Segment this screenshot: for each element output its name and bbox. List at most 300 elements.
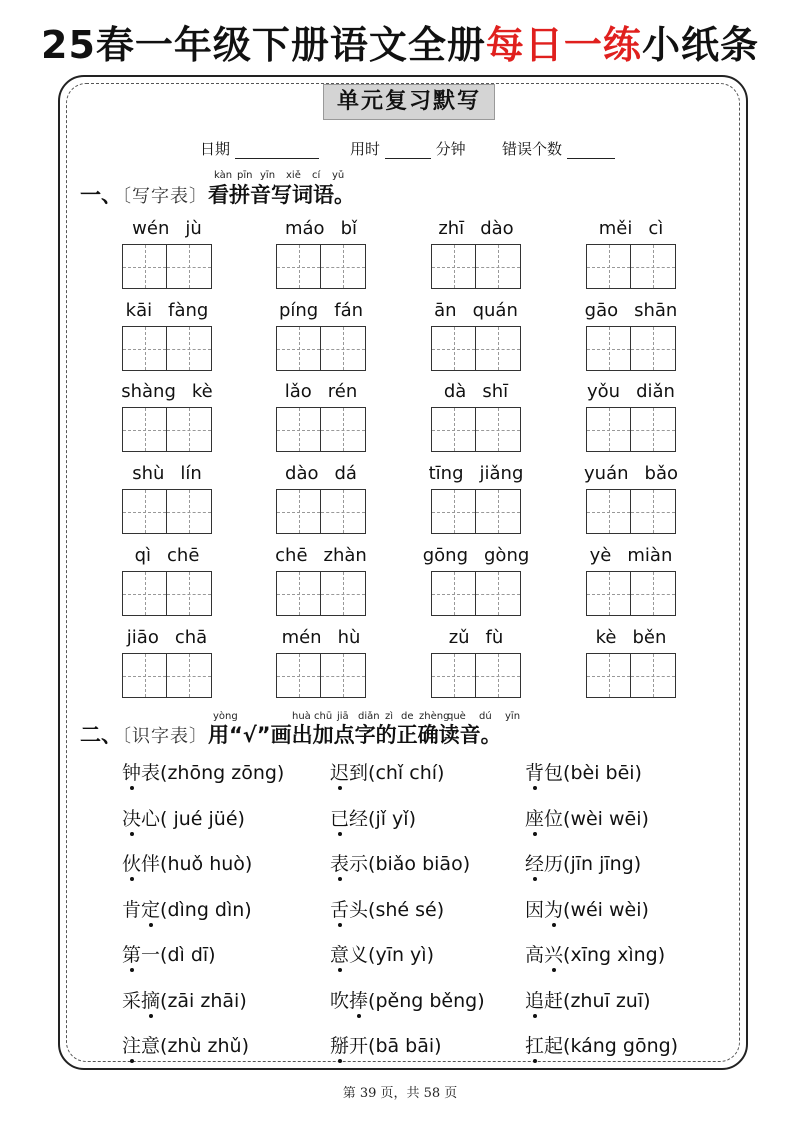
emphasis-dot (552, 923, 556, 927)
character: 因 (525, 898, 545, 921)
writing-box[interactable] (631, 244, 676, 289)
dotted-character: 座 (525, 808, 544, 830)
page-footer: 第 39 页，共 58 页 (342, 1086, 458, 1101)
word (330, 899, 368, 921)
word (122, 1035, 160, 1057)
writing-box[interactable] (476, 326, 521, 371)
word (122, 899, 160, 921)
section2-check-mark: “√” (229, 723, 271, 747)
pinyin-guide-syllable: diǎn (358, 711, 380, 722)
writing-box-pair (431, 407, 521, 452)
emphasis-dot (533, 1014, 537, 1018)
pinyin-syllable: dà (443, 381, 467, 402)
writing-box[interactable] (586, 571, 631, 616)
dotted-character: 决 (122, 808, 141, 830)
section2-number: 二、 (80, 723, 122, 747)
pinyin-syllable: kè (191, 381, 213, 402)
pinyin-syllable: dào (285, 463, 319, 484)
writing-box-pair (276, 326, 366, 371)
pronunciation-options[interactable]: (bèi bēi) (563, 762, 642, 784)
writing-box-pair (276, 653, 366, 698)
word (122, 944, 160, 966)
word (330, 808, 368, 830)
pronunciation-item (525, 940, 665, 967)
pinyin-guide-syllable: xiě (286, 170, 301, 181)
pronunciation-options[interactable]: (huǒ huò) (160, 853, 253, 875)
writing-box-pair (122, 244, 212, 289)
pinyin-syllable: zhàn (323, 545, 367, 566)
pinyin-syllable: dào (480, 218, 514, 239)
pronunciation-options[interactable]: (káng gōng) (563, 1035, 679, 1057)
pronunciation-item (330, 940, 434, 967)
pinyin-prompt (396, 627, 556, 648)
pronunciation-item (330, 849, 470, 876)
character: 义 (349, 944, 369, 966)
emphasis-dot (130, 877, 134, 881)
pinyin-syllable: píng (278, 300, 319, 321)
pinyin-prompt (551, 545, 711, 566)
word (525, 944, 563, 966)
writing-box-pair (586, 326, 676, 371)
character: 采 (122, 989, 142, 1012)
dotted-character: 追 (525, 990, 544, 1012)
emphasis-dot (338, 786, 342, 790)
writing-box-pair (122, 653, 212, 698)
writing-box[interactable] (631, 326, 676, 371)
writing-box[interactable] (276, 489, 321, 534)
pronunciation-options[interactable]: (wèi wēi) (563, 807, 649, 830)
pinyin-prompt (551, 627, 711, 648)
word (122, 990, 160, 1012)
pinyin-guide-syllable: chū (314, 711, 333, 722)
character: 起 (544, 1035, 564, 1057)
emphasis-dot (533, 877, 537, 881)
pronunciation-options[interactable]: (shé sé) (368, 898, 445, 921)
pronunciation-options[interactable]: (zhuī zuī) (563, 989, 651, 1012)
pinyin-prompt (241, 218, 401, 239)
pronunciation-item (525, 895, 649, 922)
writing-box[interactable] (476, 653, 521, 698)
character: 包 (544, 762, 564, 784)
writing-box-pair (586, 244, 676, 289)
pinyin-syllable: wén (132, 218, 170, 239)
word (330, 1035, 368, 1057)
pronunciation-options[interactable]: (dì dī) (160, 944, 216, 966)
emphasis-dot (130, 1059, 134, 1063)
pinyin-syllable: měi (598, 218, 633, 239)
writing-box[interactable] (476, 489, 521, 534)
pronunciation-item (330, 986, 485, 1013)
pinyin-prompt (87, 545, 247, 566)
pinyin-syllable: shī (482, 381, 509, 402)
pinyin-syllable: shān (634, 300, 678, 321)
writing-box[interactable] (321, 407, 366, 452)
pronunciation-options[interactable]: (jīn jīng) (563, 853, 642, 875)
writing-box-pair (276, 244, 366, 289)
writing-box-pair (276, 489, 366, 534)
character: 一 (141, 944, 161, 966)
emphasis-dot (130, 786, 134, 790)
dotted-character: 兴 (544, 944, 563, 966)
section2-tag: 〔识字表〕 (122, 726, 208, 747)
character: 头 (349, 898, 369, 921)
date-label: 日期 (200, 140, 231, 158)
pinyin-syllable: zhī (438, 218, 465, 239)
writing-box[interactable] (167, 489, 212, 534)
writing-box[interactable] (321, 653, 366, 698)
character: 心 (141, 807, 161, 830)
word (122, 808, 160, 830)
pinyin-prompt (87, 463, 247, 484)
dotted-character: 伙 (122, 853, 141, 875)
pronunciation-item (122, 804, 245, 831)
pinyin-prompt (241, 300, 401, 321)
writing-box[interactable] (276, 653, 321, 698)
pinyin-syllable: jiǎng (479, 463, 524, 484)
writing-box-pair (431, 653, 521, 698)
writing-box[interactable] (476, 407, 521, 452)
writing-box-pair (122, 326, 212, 371)
word (525, 1035, 563, 1057)
emphasis-dot (149, 923, 153, 927)
pronunciation-options[interactable]: (zhù zhǔ) (160, 1035, 250, 1057)
pinyin-syllable: běn (632, 627, 667, 648)
writing-box-pair (586, 571, 676, 616)
emphasis-dot (130, 968, 134, 972)
writing-box[interactable] (321, 571, 366, 616)
pronunciation-item (330, 895, 444, 922)
pinyin-syllable: kè (595, 627, 617, 648)
pinyin-syllable: zǔ (448, 627, 470, 648)
pinyin-guide-syllable: cí (312, 170, 321, 181)
word (525, 990, 563, 1012)
pronunciation-item (330, 1031, 442, 1058)
dotted-character: 舌 (330, 899, 349, 921)
pinyin-syllable: mén (281, 627, 322, 648)
dotted-character: 注 (122, 1035, 141, 1057)
writing-box[interactable] (167, 244, 212, 289)
pronunciation-item (122, 758, 284, 785)
writing-box[interactable] (631, 571, 676, 616)
writing-box[interactable] (122, 653, 167, 698)
time-blank[interactable] (385, 144, 431, 159)
pinyin-prompt (87, 218, 247, 239)
word (525, 808, 563, 830)
writing-box[interactable] (631, 489, 676, 534)
character: 经 (349, 807, 369, 830)
pinyin-syllable: quán (472, 300, 518, 321)
emphasis-dot (533, 832, 537, 836)
pinyin-syllable: yǒu (587, 381, 621, 402)
pronunciation-options[interactable]: (zhōng zōng) (160, 762, 285, 784)
writing-box[interactable] (431, 244, 476, 289)
writing-box[interactable] (321, 326, 366, 371)
word (330, 853, 368, 875)
writing-box[interactable] (586, 489, 631, 534)
pinyin-prompt (396, 218, 556, 239)
writing-box[interactable] (586, 407, 631, 452)
character: 肯 (122, 898, 142, 921)
emphasis-dot (338, 832, 342, 836)
writing-box[interactable] (586, 326, 631, 371)
pronunciation-item (122, 986, 247, 1013)
pinyin-guide-syllable: zì (385, 711, 394, 722)
errors-label: 错误个数 (502, 140, 563, 158)
pronunciation-options[interactable]: (bā bāi) (368, 1035, 442, 1057)
writing-box[interactable] (276, 571, 321, 616)
pinyin-prompt (87, 627, 247, 648)
emphasis-dot (338, 968, 342, 972)
emphasis-dot (338, 923, 342, 927)
pinyin-guide-syllable: dú (479, 711, 492, 722)
writing-box[interactable] (122, 571, 167, 616)
writing-box[interactable] (167, 571, 212, 616)
writing-box-pair (431, 489, 521, 534)
errors-field (502, 138, 615, 159)
pronunciation-item (525, 1031, 678, 1058)
pinyin-guide-syllable: yīn (505, 711, 521, 722)
emphasis-dot (552, 968, 556, 972)
pinyin-syllable: kāi (125, 300, 153, 321)
pinyin-syllable: shàng (121, 381, 176, 402)
pinyin-syllable: tīng (428, 463, 464, 484)
section2-pinyin-yong: yòng (213, 711, 238, 722)
character: 示 (349, 853, 369, 875)
character: 历 (544, 853, 564, 875)
word (525, 899, 563, 921)
emphasis-dot (338, 877, 342, 881)
pronunciation-options[interactable]: (biǎo biāo) (368, 853, 471, 875)
pinyin-guide-syllable: de (401, 711, 414, 722)
emphasis-dot (130, 832, 134, 836)
word (525, 762, 563, 784)
writing-box-pair (122, 489, 212, 534)
writing-box[interactable] (586, 244, 631, 289)
pinyin-guide-syllable: yǔ (332, 170, 345, 181)
emphasis-dot (338, 1059, 342, 1063)
time-label: 用时 (350, 140, 381, 158)
pinyin-syllable: gāo (584, 300, 619, 321)
pinyin-prompt (551, 381, 711, 402)
section2-instruction-pre: 用 (208, 723, 229, 747)
dotted-character: 钟 (122, 762, 141, 784)
date-field (200, 138, 319, 159)
character: 位 (544, 807, 564, 830)
writing-box-pair (431, 244, 521, 289)
section2-heading (80, 720, 502, 750)
writing-box[interactable] (276, 407, 321, 452)
character: 意 (141, 1035, 161, 1057)
dotted-character: 迟 (330, 762, 349, 784)
pronunciation-options[interactable]: ( jué jüé) (160, 807, 245, 830)
writing-box[interactable] (431, 489, 476, 534)
pinyin-prompt (551, 463, 711, 484)
pronunciation-item (330, 758, 444, 785)
writing-box-pair (431, 326, 521, 371)
writing-box[interactable] (431, 326, 476, 371)
dotted-character: 定 (141, 899, 160, 921)
errors-blank[interactable] (567, 144, 615, 159)
pronunciation-options[interactable]: (xīng xìng) (563, 944, 666, 966)
pinyin-syllable: hù (337, 627, 361, 648)
writing-box[interactable] (276, 244, 321, 289)
pronunciation-item (525, 804, 649, 831)
pinyin-prompt (396, 300, 556, 321)
writing-box[interactable] (122, 489, 167, 534)
pinyin-prompt (396, 381, 556, 402)
pinyin-syllable: chā (174, 627, 208, 648)
pinyin-prompt (87, 381, 247, 402)
writing-box[interactable] (167, 326, 212, 371)
writing-box[interactable] (476, 571, 521, 616)
pinyin-syllable: yuán (584, 463, 629, 484)
writing-box[interactable] (321, 489, 366, 534)
pinyin-prompt (241, 463, 401, 484)
pinyin-syllable: bǐ (340, 218, 357, 239)
word (330, 762, 368, 784)
dotted-character: 扛 (525, 1035, 544, 1057)
pinyin-syllable: rén (327, 381, 358, 402)
pronunciation-item (525, 758, 642, 785)
writing-box[interactable] (167, 653, 212, 698)
pinyin-syllable: máo (284, 218, 325, 239)
pinyin-guide-syllable: pīn (237, 170, 253, 181)
pinyin-prompt (551, 300, 711, 321)
pronunciation-item (122, 1031, 249, 1058)
writing-box[interactable] (122, 326, 167, 371)
pinyin-syllable: gōng (422, 545, 468, 566)
pinyin-syllable: jiāo (126, 627, 159, 648)
page-title (0, 14, 800, 69)
unit-title: 单元复习默写 (323, 84, 495, 120)
writing-box[interactable] (476, 244, 521, 289)
pinyin-prompt (241, 381, 401, 402)
pronunciation-options[interactable]: (yīn yì) (368, 944, 434, 966)
pinyin-syllable: fù (485, 627, 504, 648)
title-highlight: 每日一练 (485, 23, 642, 67)
pronunciation-options[interactable]: (zāi zhāi) (160, 989, 247, 1012)
pinyin-syllable: ān (434, 300, 457, 321)
pinyin-syllable: gòng (484, 545, 530, 566)
section1-instruction: 看拼音写词语。 (208, 183, 355, 207)
emphasis-dot (149, 1014, 153, 1018)
character: 开 (349, 1035, 369, 1057)
dotted-character: 掰 (330, 1035, 349, 1057)
dotted-character: 已 (330, 808, 349, 830)
writing-box-pair (122, 407, 212, 452)
pinyin-syllable: fàng (168, 300, 209, 321)
title-part1: 25春一年级下册语文全册 (41, 23, 486, 67)
dotted-character: 捧 (349, 990, 368, 1012)
pinyin-syllable: chē (167, 545, 200, 566)
date-blank[interactable] (235, 144, 319, 159)
pinyin-syllable: qì (134, 545, 152, 566)
emphasis-dot (533, 1059, 537, 1063)
writing-box[interactable] (167, 407, 212, 452)
minutes-label: 分钟 (435, 140, 466, 158)
pronunciation-item (122, 895, 252, 922)
writing-box[interactable] (431, 571, 476, 616)
word (122, 853, 160, 875)
writing-box[interactable] (122, 244, 167, 289)
pinyin-syllable: yè (589, 545, 612, 566)
pronunciation-options[interactable]: (jǐ yǐ) (368, 807, 416, 830)
character: 吹 (330, 989, 350, 1012)
pinyin-prompt (551, 218, 711, 239)
character: 到 (349, 762, 369, 784)
pinyin-prompt (87, 300, 247, 321)
writing-box-pair (276, 571, 366, 616)
section2-instruction-post: 画出加点字的正确读音。 (270, 723, 502, 747)
character: 表 (141, 762, 161, 784)
word (122, 762, 160, 784)
writing-box-pair (122, 571, 212, 616)
writing-box-pair (586, 489, 676, 534)
pinyin-syllable: diǎn (636, 381, 675, 402)
pinyin-prompt (396, 463, 556, 484)
pronunciation-options[interactable]: (chǐ chí) (368, 762, 445, 784)
pinyin-syllable: bǎo (644, 463, 678, 484)
writing-box[interactable] (431, 407, 476, 452)
pinyin-syllable: lín (180, 463, 202, 484)
pronunciation-item (122, 940, 216, 967)
pinyin-syllable: shù (132, 463, 165, 484)
character: 高 (525, 944, 545, 966)
pronunciation-options[interactable]: (dìng dìn) (160, 898, 252, 921)
pronunciation-item (122, 849, 252, 876)
writing-box-pair (586, 653, 676, 698)
character: 赶 (544, 989, 564, 1012)
title-part2: 小纸条 (641, 23, 759, 67)
emphasis-dot (533, 786, 537, 790)
writing-box[interactable] (431, 653, 476, 698)
pinyin-guide-syllable: huà (292, 711, 311, 722)
writing-box-pair (431, 571, 521, 616)
writing-box[interactable] (122, 407, 167, 452)
dotted-character: 为 (544, 899, 563, 921)
writing-box[interactable] (586, 653, 631, 698)
dotted-character: 经 (525, 853, 544, 875)
writing-box[interactable] (276, 326, 321, 371)
pinyin-prompt (241, 627, 401, 648)
pinyin-syllable: chē (275, 545, 308, 566)
dotted-character: 第 (122, 944, 141, 966)
emphasis-dot (357, 1014, 361, 1018)
word (525, 853, 563, 875)
writing-box[interactable] (631, 653, 676, 698)
dotted-character: 表 (330, 853, 349, 875)
dotted-character: 意 (330, 944, 349, 966)
writing-box-pair (586, 407, 676, 452)
pinyin-prompt (396, 545, 556, 566)
pinyin-syllable: cì (648, 218, 664, 239)
section1-number: 一、 (80, 183, 122, 207)
writing-box[interactable] (631, 407, 676, 452)
pinyin-syllable: fán (334, 300, 364, 321)
pronunciation-item (525, 849, 641, 876)
section1-heading (80, 180, 355, 210)
word (330, 944, 368, 966)
time-field (350, 138, 466, 159)
writing-box-pair (276, 407, 366, 452)
pronunciation-options[interactable]: (wéi wèi) (563, 898, 649, 921)
pinyin-syllable: miàn (627, 545, 673, 566)
pronunciation-options[interactable]: (pěng běng) (368, 989, 485, 1012)
writing-box[interactable] (321, 244, 366, 289)
pinyin-guide-syllable: kàn (214, 170, 233, 181)
pinyin-prompt (241, 545, 401, 566)
character: 伴 (141, 853, 161, 875)
